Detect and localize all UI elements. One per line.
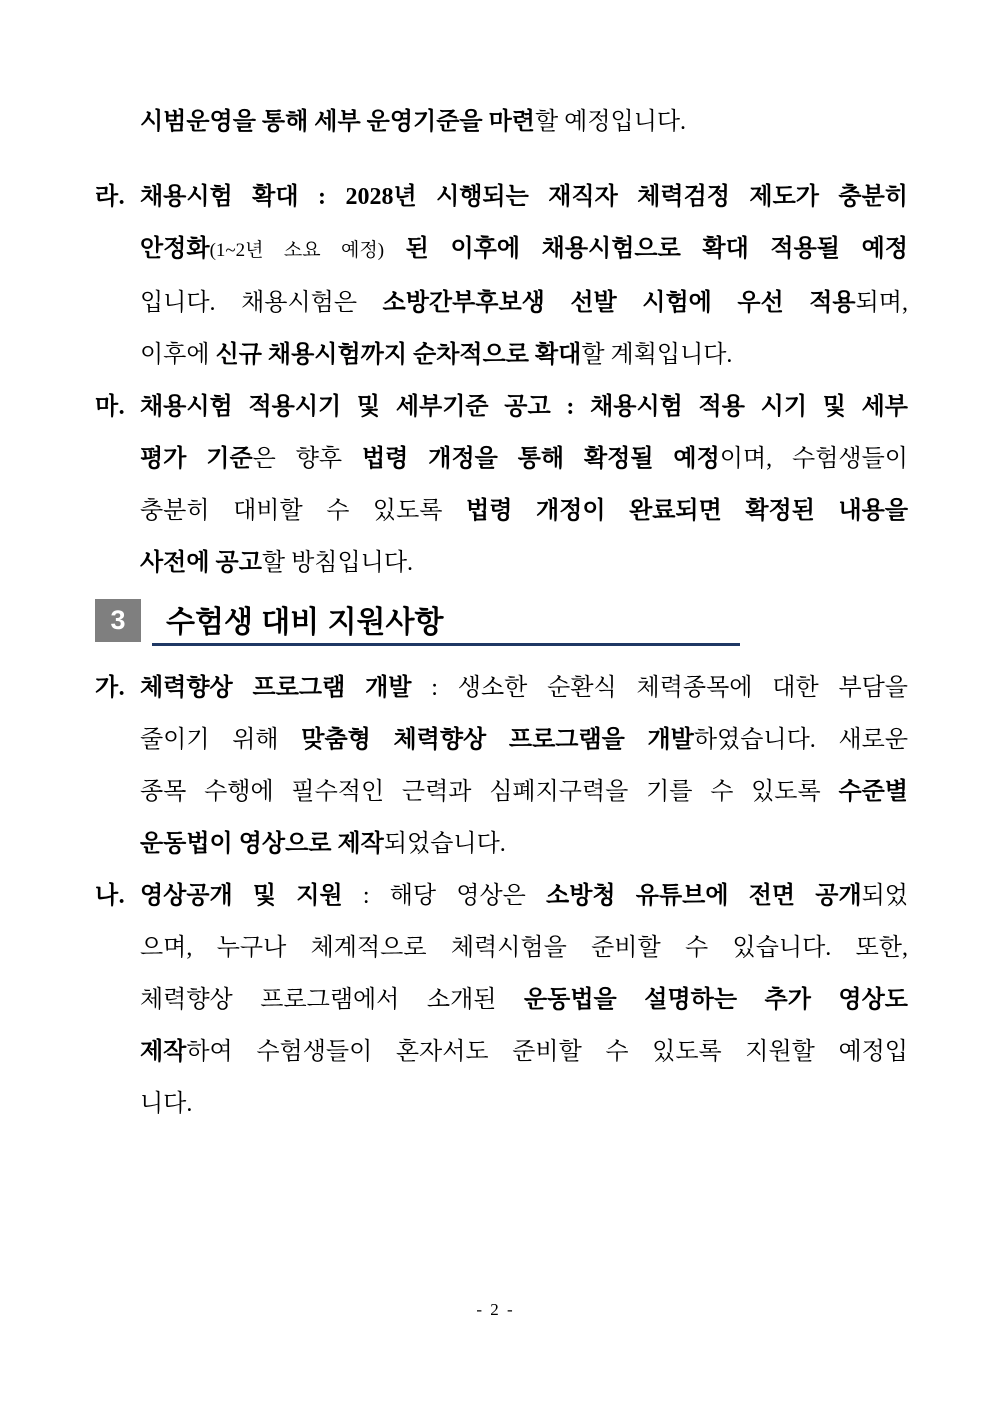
body-text: 되었습니다.	[383, 831, 506, 857]
paragraph-content	[140, 381, 908, 589]
emphasis-text: 법령 개정을 통해 확정될 예정	[362, 446, 720, 472]
body-text: 니다.	[140, 1091, 193, 1117]
text-line	[140, 766, 908, 818]
list-label: 나.	[95, 883, 126, 909]
emphasis-text: 운동법을 설명하는 추가 영상도	[524, 987, 908, 1013]
paragraph-content	[140, 96, 908, 148]
emphasis-text: 시범운영을 통해 세부 운영기준을 마련	[140, 109, 535, 135]
body-text: 은 향후	[252, 446, 362, 472]
body-text: (1~2년 소요 예정)	[209, 240, 385, 261]
body-text: 하여 수험생들이 혼자서도 준비할 수 있도록 지원할 예정입	[186, 1039, 908, 1065]
page-number: - 2 -	[476, 1300, 515, 1319]
body-text: 입니다. 채용시험은	[140, 290, 383, 316]
body-text: 종목 수행에 필수적인 근력과 심폐지구력을 기를 수 있도록	[140, 779, 839, 805]
body-text: 으며, 누구나 체계적으로 체력시험을 준비할 수 있습니다. 또한,	[140, 935, 908, 961]
emphasis-text: 법령 개정이 완료되면 확정된 내용을	[466, 498, 909, 524]
emphasis-text: 안정화	[140, 236, 210, 262]
emphasis-text: 사전에 공고	[140, 550, 262, 576]
body-text: 되었	[861, 883, 908, 909]
list-label: 가.	[95, 675, 126, 701]
emphasis-text: 소방청 유튜브에 전면 공개	[546, 883, 862, 909]
paragraph-content	[140, 870, 908, 1130]
emphasis-text: 평가 기준	[140, 446, 253, 472]
paragraph-content	[140, 662, 908, 870]
section-header	[95, 599, 991, 646]
section-number-box: 3	[95, 599, 141, 642]
emphasis-text: 운동법이 영상으로 제작	[140, 831, 384, 857]
text-line	[140, 870, 908, 922]
paragraphs-top	[0, 0, 991, 589]
body-text: 할 방침입니다.	[261, 550, 414, 576]
emphasis-text: 채용시험 확대 : 2028년 시행되는 재직자 체력검정 제도가 충분히	[140, 184, 908, 210]
list-label: 라.	[95, 184, 126, 210]
text-line	[140, 922, 908, 974]
emphasis-text: 신규 채용시험까지 순차적으로 확대	[215, 342, 582, 368]
body-text: 하였습니다. 새로운	[693, 727, 909, 753]
text-line	[140, 381, 908, 433]
text-line	[140, 714, 908, 766]
body-text: 할 예정입니다.	[534, 109, 687, 135]
body-text: 줄이기 위해	[140, 727, 302, 753]
text-line	[140, 171, 908, 223]
text-line	[140, 974, 908, 1026]
text-line	[140, 223, 908, 277]
paragraph	[95, 96, 908, 148]
emphasis-text: 된 이후에 채용시험으로 확대 적용될 예정	[384, 236, 908, 262]
emphasis-text: 맞춤형 체력향상 프로그램을 개발	[301, 727, 694, 753]
paragraph	[95, 870, 908, 1130]
text-line	[140, 818, 908, 870]
body-text: 이후에	[140, 342, 216, 368]
section-title-underline	[152, 597, 740, 646]
emphasis-text: 채용시험 적용시기 및 세부기준 공고 : 채용시험 적용 시기 및 세부	[140, 394, 908, 420]
emphasis-text: 체력향상 프로그램 개발	[140, 675, 412, 701]
text-line	[140, 1078, 908, 1130]
body-text: 체력향상 프로그램에서 소개된	[140, 987, 524, 1013]
paragraph	[95, 662, 908, 870]
list-label: 마.	[95, 394, 126, 420]
body-text: : 해당 영상은	[342, 883, 547, 909]
text-line	[140, 485, 908, 537]
text-line	[140, 277, 908, 329]
text-line	[140, 329, 908, 381]
text-line	[140, 662, 908, 714]
body-text: 충분히 대비할 수 있도록	[140, 498, 467, 524]
emphasis-text: 제작	[140, 1039, 187, 1065]
body-text: : 생소한 순환식 체력종목에 대한 부담을	[411, 675, 908, 701]
section-title: 수험생 대비 지원사항	[166, 606, 444, 639]
emphasis-text: 소방간부후보생 선발 시험에 우선 적용	[382, 290, 856, 316]
text-line	[140, 433, 908, 485]
body-text: 이며, 수험생들이	[719, 446, 908, 472]
paragraph	[95, 171, 908, 381]
paragraph	[95, 381, 908, 589]
text-line	[140, 537, 908, 589]
emphasis-text: 수준별	[838, 779, 908, 805]
text-line	[140, 96, 908, 148]
emphasis-text: 영상공개 및 지원	[140, 883, 343, 909]
paragraph-content	[140, 171, 908, 381]
body-text: 되며,	[855, 290, 908, 316]
body-text: 할 계획입니다.	[581, 342, 733, 368]
paragraphs-bottom	[0, 662, 991, 1130]
text-line	[140, 1026, 908, 1078]
